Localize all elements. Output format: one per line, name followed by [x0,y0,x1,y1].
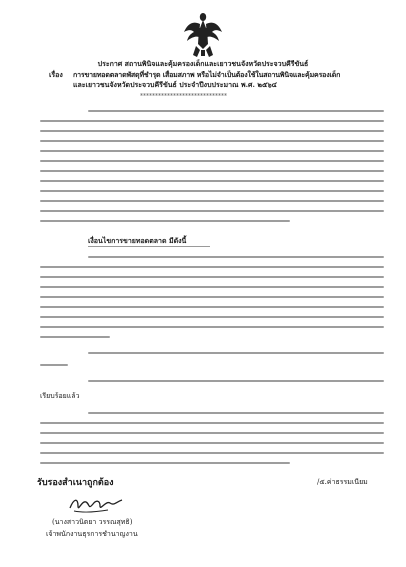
signer-name: (นางสาวนิตยา วรรณสุทธิ) [52,518,133,526]
subject-label: เรื่อง [49,70,63,79]
next-page-reference: /๕.ค่าธรรมเนียม [317,478,368,486]
subject-line-1: การขายทอดตลาดพัสดุที่ชำรุด เสื่อมสภาพ หรือไม่จำเป็นต้องใช้ในสถานพินิจและคุ้มครองเด็ก [73,70,341,79]
clause-3-end: เรียบร้อยแล้ว [40,392,80,400]
header-separator: ***************************** [140,93,227,100]
heading-underline [88,246,210,247]
subject-line-2: และเยาวชนจังหวัดประจวบคีรีขันธ์ ประจำปีงบประมาณ พ.ศ. ๒๕๖๔ [73,80,277,89]
announcement-title: ประกาศ สถานพินิจและคุ้มครองเด็กและเยาวชนจังหวัดประจวบคีรีขันธ์ [97,59,309,68]
signer-position: เจ้าพนักงานธุรการชำนาญงาน [46,530,138,538]
garuda-emblem-icon [183,10,223,58]
conditions-heading: เงื่อนไขการขายทอดตลาด มีดังนี้ [88,236,187,245]
certified-copy-stamp: รับรองสำเนาถูกต้อง [37,478,114,488]
handwritten-signature [66,494,126,516]
